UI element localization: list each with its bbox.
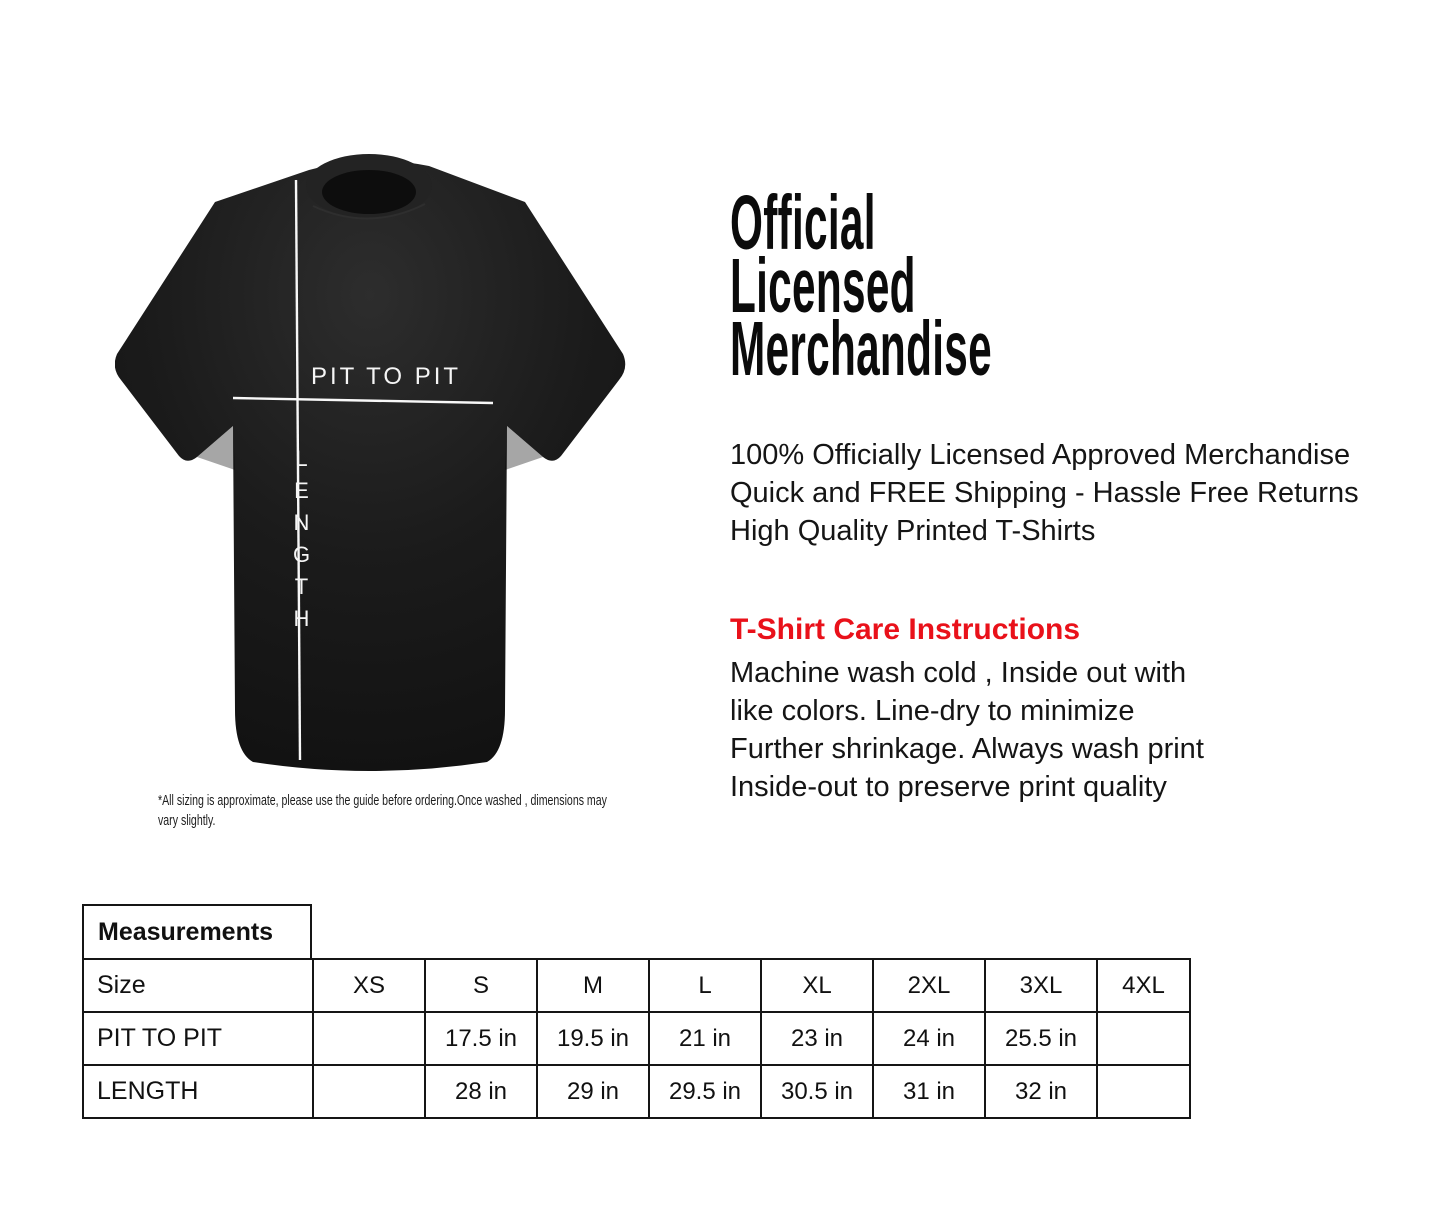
size-chart-table <box>82 958 1191 1119</box>
cell-pit-m: 19.5 in <box>537 1012 649 1065</box>
length-label: LENGTH <box>289 446 314 638</box>
tshirt-diagram <box>115 140 675 790</box>
care-line: Further shrinkage. Always wash print <box>730 733 1204 765</box>
cell-pit-xs <box>313 1012 425 1065</box>
benefit-line: Quick and FREE Shipping - Hassle Free Returns <box>730 477 1359 509</box>
column-header-4xl: 4XL <box>1097 959 1190 1012</box>
heading-line: Licensed <box>730 243 916 329</box>
measurements-title: Measurements <box>82 904 312 960</box>
cell-len-2xl: 31 in <box>873 1065 985 1118</box>
official-merch-heading <box>730 180 992 392</box>
length-row <box>83 1065 1190 1118</box>
heading-line: Merchandise <box>730 306 992 392</box>
care-line: like colors. Line-dry to minimize <box>730 695 1135 727</box>
pit-to-pit-row <box>83 1012 1190 1065</box>
cell-len-3xl: 32 in <box>985 1065 1097 1118</box>
column-header-xl: XL <box>761 959 873 1012</box>
cell-len-s: 28 in <box>425 1065 537 1118</box>
row-label-pit-to-pit: PIT TO PIT <box>83 1012 313 1065</box>
care-line: Inside-out to preserve print quality <box>730 771 1167 803</box>
cell-pit-xl: 23 in <box>761 1012 873 1065</box>
care-instructions-heading: T-Shirt Care Instructions <box>730 613 1081 646</box>
sizing-disclaimer <box>158 791 625 831</box>
column-header-m: M <box>537 959 649 1012</box>
column-header-s: S <box>425 959 537 1012</box>
size-header-label: Size <box>83 959 313 1012</box>
cell-len-xl: 30.5 in <box>761 1065 873 1118</box>
care-line: Machine wash cold , Inside out with <box>730 657 1187 689</box>
tshirt-body <box>115 161 625 771</box>
column-header-2xl: 2XL <box>873 959 985 1012</box>
cell-pit-3xl: 25.5 in <box>985 1012 1097 1065</box>
cell-pit-s: 17.5 in <box>425 1012 537 1065</box>
collar-inner <box>322 170 416 214</box>
measurements-section <box>82 904 1191 1119</box>
benefit-line: High Quality Printed T-Shirts <box>730 515 1096 547</box>
pit-to-pit-label: PIT TO PIT <box>311 363 462 390</box>
row-label-length: LENGTH <box>83 1065 313 1118</box>
sizing-disclaimer-line-2: vary slightly. <box>158 813 216 829</box>
heading-line: Official <box>730 180 876 266</box>
cell-pit-l: 21 in <box>649 1012 761 1065</box>
sizing-disclaimer-line-1: *All sizing is approximate, please use the guide before ordering.Once washed , dimensions may <box>158 793 607 809</box>
cell-len-m: 29 in <box>537 1065 649 1118</box>
column-header-xs: XS <box>313 959 425 1012</box>
tshirt-graphic <box>115 140 675 790</box>
cell-len-4xl <box>1097 1065 1190 1118</box>
cell-len-l: 29.5 in <box>649 1065 761 1118</box>
column-header-3xl: 3XL <box>985 959 1097 1012</box>
column-header-l: L <box>649 959 761 1012</box>
cell-pit-2xl: 24 in <box>873 1012 985 1065</box>
size-header-row <box>83 959 1190 1012</box>
cell-len-xs <box>313 1065 425 1118</box>
cell-pit-4xl <box>1097 1012 1190 1065</box>
benefit-line: 100% Officially Licensed Approved Merchandise <box>730 439 1351 471</box>
benefits-text <box>730 436 1359 550</box>
care-instructions-text <box>730 654 1204 806</box>
